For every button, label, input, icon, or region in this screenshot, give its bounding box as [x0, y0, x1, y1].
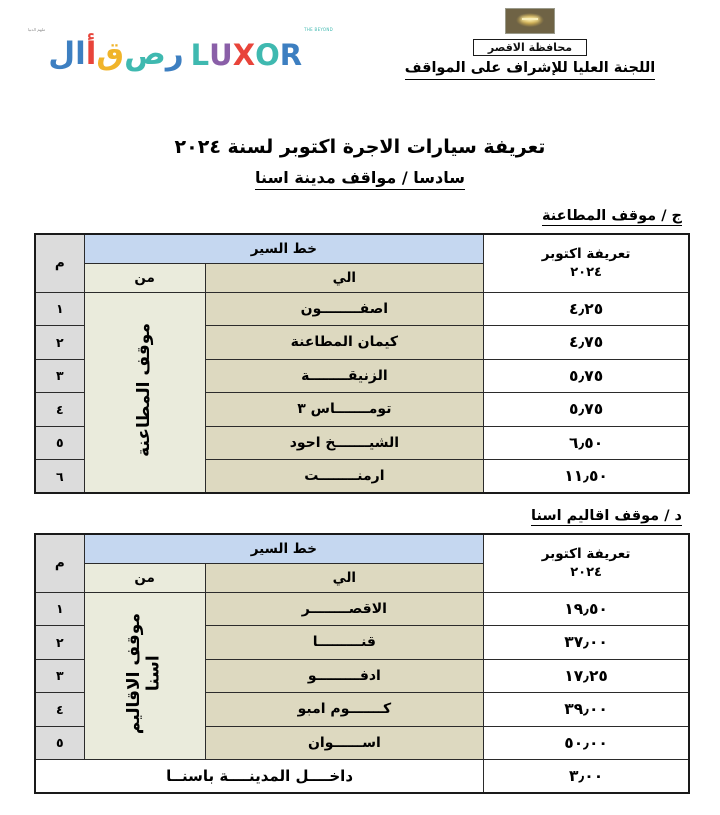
cell-origin-line1: موقف الاقاليم	[124, 613, 145, 735]
col-header-to: الي	[205, 563, 484, 592]
logo-latin-wordmark	[190, 38, 303, 72]
table-header-row-top	[35, 534, 689, 563]
table-body-aqalim	[35, 592, 689, 793]
cell-price: ٤٫٢٥	[484, 292, 689, 326]
logo-ar-glyph-q: ق	[96, 36, 125, 72]
cell-index: ١	[35, 292, 84, 326]
col-header-index: م	[35, 234, 84, 292]
title-block	[0, 136, 720, 190]
section-label-matana-text: ج / موقف المطاعنة	[541, 208, 682, 224]
cell-index: ٥	[35, 726, 84, 760]
cell-price: ٣٧٫٠٠	[484, 626, 689, 660]
cell-destination: قنـــــــــا	[205, 626, 484, 660]
document-header	[0, 0, 720, 110]
cell-index: ١	[35, 592, 84, 626]
cell-price: ١١٫٥٠	[484, 460, 689, 494]
cell-destination: اصفــــــــون	[205, 292, 484, 326]
cell-price: ١٧٫٢٥	[484, 659, 689, 693]
logo-ar-glyph-hamza: أ	[85, 36, 97, 72]
col-header-from: من	[84, 563, 205, 592]
committee-name: اللجنة العليا للإشراف على المواقف	[405, 59, 656, 80]
cell-price: ٥٠٫٠٠	[484, 726, 689, 760]
table-wrap-matana	[0, 233, 720, 494]
logo-ar-glyph-s: ص	[124, 36, 166, 72]
cell-price: ٦٫٥٠	[484, 426, 689, 460]
cell-index: ٤	[35, 393, 84, 427]
fare-table-aqalim	[34, 533, 690, 794]
cell-price-inside-city: ٣٫٠٠	[484, 760, 689, 794]
table-row-footer	[35, 760, 689, 794]
section-label-aqalim	[0, 508, 682, 526]
cell-origin-aqalim	[84, 592, 205, 760]
col-header-route: خط السير	[84, 234, 484, 263]
section-label-matana	[0, 208, 682, 226]
cell-price: ٥٫٧٥	[484, 359, 689, 393]
cell-price: ٥٫٧٥	[484, 393, 689, 427]
logo-letter-l: L	[190, 38, 210, 72]
logo-arabic-wordmark	[48, 36, 184, 72]
cell-origin-line2: اسنا	[143, 655, 164, 692]
col-header-route: خط السير	[84, 534, 484, 563]
col-header-price-label: تعريفة اكتوبر	[541, 246, 631, 263]
page-subtitle: سادسا / مواقف مدينة اسنا	[255, 168, 465, 190]
logo-letter-x: X	[232, 38, 256, 72]
cell-destination: الزنيقــــــــة	[205, 359, 484, 393]
col-header-price	[484, 234, 689, 292]
col-header-price	[484, 534, 689, 592]
cell-destination: الاقصــــــــر	[205, 592, 484, 626]
col-header-to: الي	[205, 263, 484, 292]
logo-ar-glyph-al: ال	[48, 36, 86, 72]
governorate-block	[400, 8, 660, 80]
logo-letter-u: U	[209, 38, 233, 72]
cell-index: ٥	[35, 426, 84, 460]
cell-index: ٦	[35, 460, 84, 494]
cell-destination: اســــــوان	[205, 726, 484, 760]
section-label-aqalim-text: د / موقف اقاليم اسنا	[531, 508, 682, 524]
logo-letter-r: R	[279, 38, 303, 72]
table-row	[35, 592, 689, 626]
cell-destination: ارمنــــــــت	[205, 460, 484, 494]
col-header-price-label: تعريفة اكتوبر	[541, 546, 631, 563]
table-body-matana	[35, 292, 689, 493]
cell-destination: الشيـــــــخ احود	[205, 426, 484, 460]
governorate-name: محافظة الاقصر	[473, 39, 587, 56]
cell-index: ٢	[35, 626, 84, 660]
cell-price: ٤٫٧٥	[484, 326, 689, 360]
logo-letter-o: O	[255, 38, 280, 72]
page-title: تعريفة سيارات الاجرة اكتوبر لسنة ٢٠٢٤	[174, 136, 546, 158]
governorate-emblem-icon	[505, 8, 555, 34]
table-head	[35, 534, 689, 592]
cell-index: ٤	[35, 693, 84, 727]
table-header-row-top	[35, 234, 689, 263]
cell-index: ٣	[35, 659, 84, 693]
cell-price: ١٩٫٥٠	[484, 592, 689, 626]
col-header-from: من	[84, 263, 205, 292]
logo-tagline-latin: THE BEYOND	[304, 27, 334, 32]
table-row	[35, 292, 689, 326]
cell-index: ٢	[35, 326, 84, 360]
table-head	[35, 234, 689, 292]
table-wrap-aqalim	[0, 533, 720, 794]
cell-origin-label	[125, 613, 164, 734]
col-header-price-year: ٢٠٢٤	[570, 264, 602, 280]
col-header-price-year: ٢٠٢٤	[570, 564, 602, 580]
cell-destination: كـــــــوم امبو	[205, 693, 484, 727]
cell-index: ٣	[35, 359, 84, 393]
cell-destination: ادفـــــــــو	[205, 659, 484, 693]
cell-origin-label: موقف المطاعنة	[133, 323, 154, 458]
col-header-index: م	[35, 534, 84, 592]
logo-ar-glyph-r: ر	[165, 36, 184, 72]
cell-origin-matana	[84, 292, 205, 493]
cell-price: ٣٩٫٠٠	[484, 693, 689, 727]
cell-destination: كيمان المطاعنة	[205, 326, 484, 360]
cell-destination: تومـــــــاس ٣	[205, 393, 484, 427]
cell-inside-city-label: داخــــل المدينــــة باسنــا	[35, 760, 484, 794]
logo-tagline-arabic: ملهم الدنيا	[28, 27, 46, 32]
luxor-brand-logo	[28, 24, 333, 70]
fare-table-matana	[34, 233, 690, 494]
